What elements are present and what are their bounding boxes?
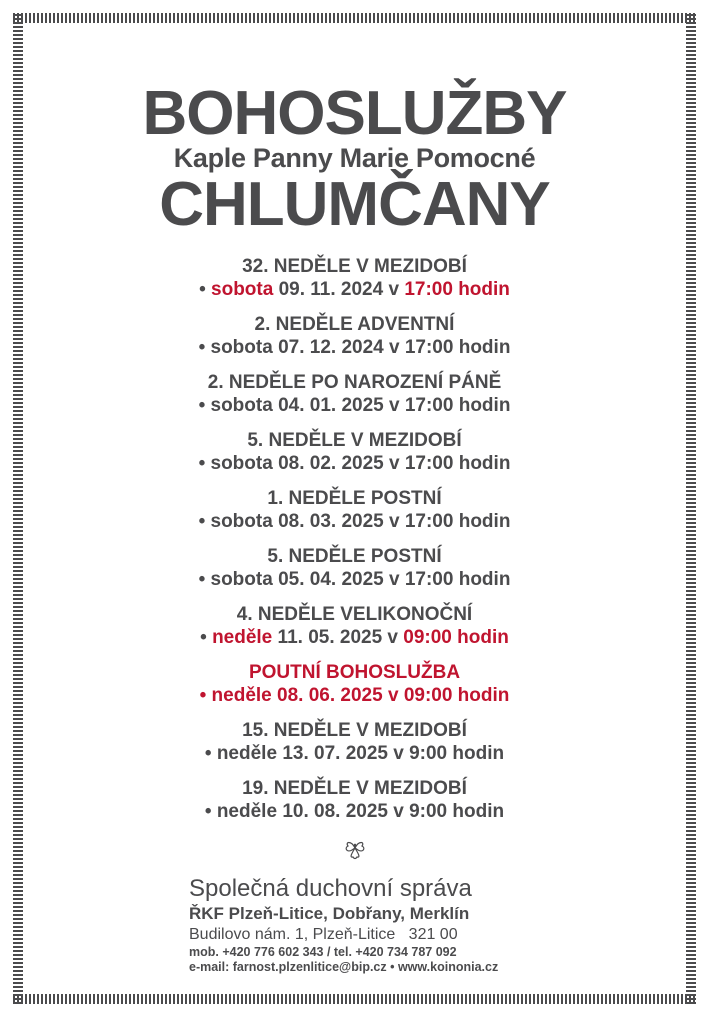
- service-item: [0, 430, 709, 488]
- service-date: [0, 278, 709, 302]
- service-datetext: 13. 07. 2025 v: [282, 743, 404, 764]
- border-bottom: [13, 994, 696, 1004]
- service-day: sobota: [211, 279, 274, 300]
- service-item: [0, 256, 709, 314]
- service-name: 15. NEDĚLE V MEZIDOBÍ: [242, 720, 467, 741]
- service-datetext: 11. 05. 2025 v: [277, 627, 398, 648]
- service-name: 19. NEDĚLE V MEZIDOBÍ: [242, 778, 467, 799]
- service-date: [0, 684, 709, 708]
- bullet: •: [198, 511, 206, 532]
- service-item: [0, 372, 709, 430]
- service-day: sobota: [210, 569, 273, 590]
- service-time: 17:00 hodin: [404, 569, 511, 590]
- bullet: •: [199, 685, 207, 706]
- border-top: [13, 13, 696, 23]
- bullet: •: [199, 279, 206, 300]
- service-time: 9:00 hodin: [409, 743, 505, 764]
- service-list: [0, 256, 709, 836]
- bullet: •: [198, 395, 206, 416]
- service-item-pilgrimage: [0, 662, 709, 720]
- service-time: 9:00 hodin: [409, 801, 505, 822]
- service-date: [0, 452, 709, 476]
- service-day: neděle: [212, 627, 273, 648]
- chapel-name: Kaple Panny Marie Pomocné: [173, 143, 536, 173]
- service-date: [0, 510, 709, 534]
- service-time: 17:00 hodin: [404, 395, 511, 416]
- place-name: CHLUMČANY: [159, 170, 550, 239]
- service-date: [0, 336, 709, 360]
- service-datetext: 08. 03. 2025 v: [278, 511, 400, 532]
- service-datetext: 09. 11. 2024 v: [278, 279, 400, 300]
- bullet: •: [198, 337, 206, 358]
- service-day: sobota: [210, 453, 273, 474]
- service-item: [0, 546, 709, 604]
- service-day: sobota: [210, 337, 273, 358]
- service-name: POUTNÍ BOHOSLUŽBA: [248, 662, 461, 683]
- service-time: 17:00 hodin: [404, 337, 511, 358]
- bullet: •: [198, 569, 206, 590]
- service-item: [0, 720, 709, 778]
- service-date: [0, 568, 709, 592]
- bullet: •: [204, 801, 212, 822]
- phone-numbers: mob. +420 776 602 343 / tel. +420 734 787 092: [189, 945, 457, 959]
- service-time: 09:00 hodin: [403, 627, 509, 648]
- parishes: ŘKF Plzeň-Litice, Dobřany, Merklín: [189, 904, 470, 923]
- service-day: neděle: [211, 685, 272, 706]
- service-item: [0, 778, 709, 836]
- service-item: [0, 314, 709, 372]
- service-day: neděle: [216, 743, 278, 764]
- email-and-web: e-mail: farnost.plzenlitice@bip.cz • www.koinonia.cz: [189, 960, 499, 974]
- service-item: [0, 488, 709, 546]
- service-datetext: 10. 08. 2025 v: [282, 801, 404, 822]
- service-date: [0, 394, 709, 418]
- service-day: sobota: [210, 395, 273, 416]
- service-name: 5. NEDĚLE POSTNÍ: [267, 546, 442, 567]
- service-name: 2. NEDĚLE PO NAROZENÍ PÁNĚ: [207, 372, 502, 393]
- bullet: •: [198, 453, 206, 474]
- service-date: [0, 800, 709, 824]
- page-title: BOHOSLUŽBY: [142, 79, 567, 148]
- service-day: sobota: [210, 511, 273, 532]
- service-date: [0, 742, 709, 766]
- clover-ornament-icon: [0, 836, 709, 866]
- service-date: [0, 626, 709, 650]
- service-time: 17:00 hodin: [404, 279, 510, 300]
- bullet: •: [204, 743, 212, 764]
- footer: [189, 874, 529, 975]
- service-datetext: 05. 04. 2025 v: [278, 569, 400, 590]
- address: Budilovo nám. 1, Plzeň-Litice 321 00: [189, 926, 458, 943]
- service-name: 32. NEDĚLE V MEZIDOBÍ: [242, 256, 467, 277]
- service-name: 1. NEDĚLE POSTNÍ: [267, 488, 442, 509]
- service-datetext: 07. 12. 2024 v: [278, 337, 400, 358]
- service-datetext: 08. 02. 2025 v: [278, 453, 400, 474]
- org-name: Společná duchovní správa: [189, 875, 472, 902]
- service-item: [0, 604, 709, 662]
- service-name: 4. NEDĚLE VELIKONOČNÍ: [236, 604, 473, 625]
- service-name: 5. NEDĚLE V MEZIDOBÍ: [247, 430, 462, 451]
- service-time: 17:00 hodin: [404, 453, 511, 474]
- service-datetext: 04. 01. 2025 v: [278, 395, 400, 416]
- service-name: 2. NEDĚLE ADVENTNÍ: [254, 314, 455, 335]
- bullet: •: [200, 627, 207, 648]
- service-time: 09:00 hodin: [403, 685, 510, 706]
- service-time: 17:00 hodin: [404, 511, 511, 532]
- service-datetext: 08. 06. 2025 v: [277, 685, 399, 706]
- service-day: neděle: [216, 801, 278, 822]
